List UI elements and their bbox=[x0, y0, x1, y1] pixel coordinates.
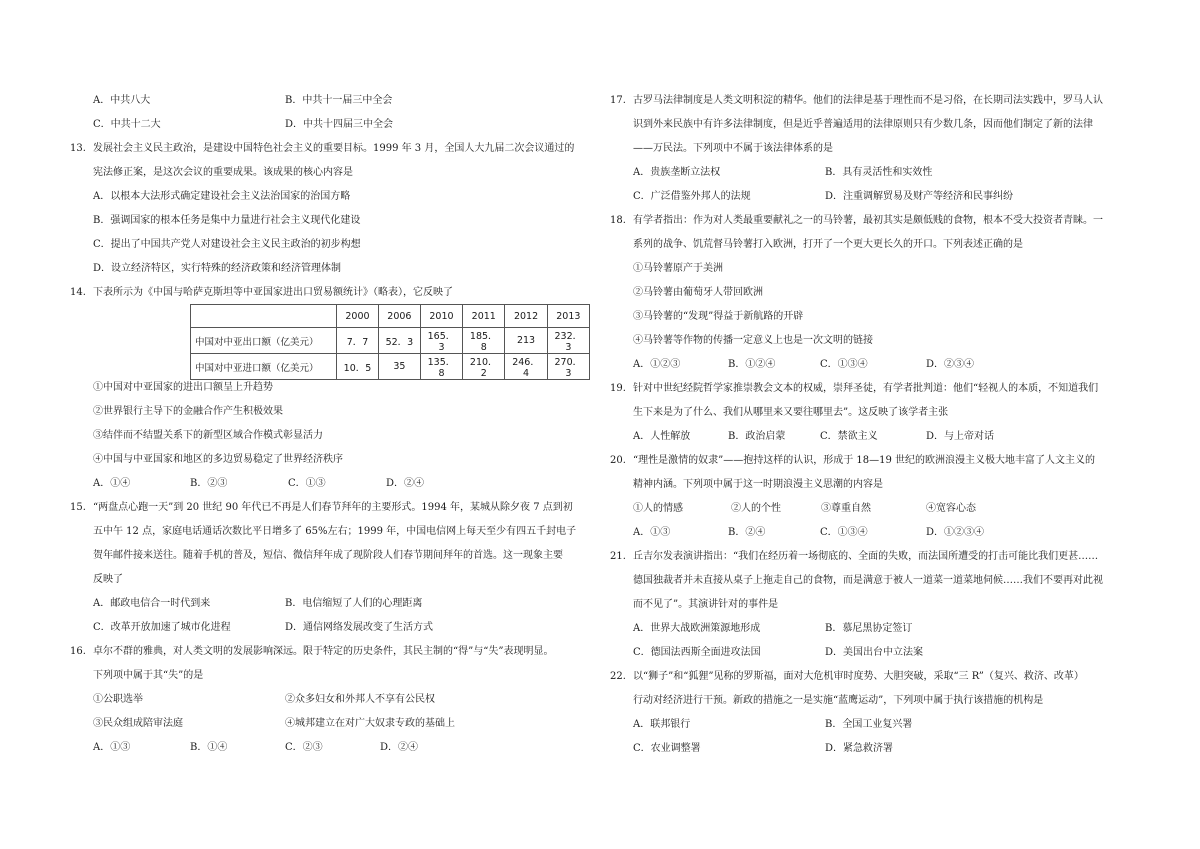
q15-stem-line-4: 反映了 bbox=[93, 574, 123, 585]
q21-stem-line-1: 丘吉尔发表演讲指出：“我们在经历着一场彻底的、全面的失败，而法国所遭受的打击可能比我们更甚…… bbox=[633, 551, 1099, 562]
q18-stem-line-2: 系列的战争、饥荒督马铃薯打入欧洲，打开了一个更大更长久的开口。下列表述正确的是 bbox=[633, 239, 1023, 250]
q21-option-a[interactable]: A．世界大战欧洲策源地形成 bbox=[633, 623, 761, 634]
import-value: 270．3 bbox=[547, 354, 589, 380]
import-row bbox=[191, 354, 590, 380]
import-row-label: 中国对中亚进口额（亿美元） bbox=[191, 354, 337, 380]
q18-item-2: ②马铃薯由葡萄牙人带回欧洲 bbox=[633, 287, 763, 298]
q13-option-c[interactable]: C．提出了中国共产党人对建设社会主义民主政治的初步构想 bbox=[93, 239, 361, 250]
q18-number: 18. bbox=[610, 215, 626, 226]
q14-option-a[interactable]: A．①④ bbox=[93, 478, 131, 489]
export-row-label: 中国对中亚出口额（亿美元） bbox=[191, 328, 337, 354]
q21-stem-line-3: 而不见了”。其演讲针对的事件是 bbox=[633, 599, 779, 610]
q20-option-d[interactable]: D．①②③④ bbox=[926, 527, 985, 538]
q13-stem-line-1: 发展社会主义民主政治，是建设中国特色社会主义的重要目标。1999 年 3 月，全国人大九届二次会议通过的 bbox=[93, 143, 575, 154]
import-value: 10．5 bbox=[337, 354, 379, 380]
q22-option-d[interactable]: D．紧急救济署 bbox=[825, 743, 894, 754]
q15-option-c[interactable]: C．改革开放加速了城市化进程 bbox=[93, 622, 231, 633]
q16-stem-line-2: 下列项中属于其“失”的是 bbox=[93, 670, 204, 681]
q13-option-d[interactable]: D．设立经济特区，实行特殊的经济政策和经济管理体制 bbox=[93, 263, 342, 274]
q19-option-b[interactable]: B．政治启蒙 bbox=[728, 431, 786, 442]
q18-item-1: ①马铃薯原产于美洲 bbox=[633, 263, 723, 274]
q20-number: 20. bbox=[610, 455, 626, 466]
export-value: 232．3 bbox=[547, 328, 589, 354]
export-value: 213 bbox=[505, 328, 547, 354]
q22-stem-line-2: 行动对经济进行干预。新政的措施之一是实施“蓝鹰运动”，下列项中属于执行该措施的机构是 bbox=[633, 695, 1044, 706]
q17-option-b[interactable]: B．具有灵活性和实效性 bbox=[825, 167, 933, 178]
year-cell: 2010 bbox=[420, 305, 462, 328]
trade-table-corner bbox=[191, 305, 337, 328]
q14-item-3: ③结伴而不结盟关系下的新型区域合作模式彰显活力 bbox=[93, 430, 323, 441]
q16-option-d[interactable]: D．②④ bbox=[380, 742, 419, 753]
q21-option-d[interactable]: D．美国出台中立法案 bbox=[825, 647, 924, 658]
q16-number: 16. bbox=[70, 646, 86, 657]
export-value: 185．8 bbox=[463, 328, 505, 354]
q12-option-c[interactable]: C．中共十二大 bbox=[93, 119, 161, 130]
trade-table bbox=[190, 304, 590, 380]
year-cell: 2011 bbox=[463, 305, 505, 328]
q14-stem: 下表所示为《中国与哈萨克斯坦等中亚国家进出口贸易额统计》（略表），它反映了 bbox=[93, 287, 453, 298]
q14-option-d[interactable]: D．②④ bbox=[386, 478, 425, 489]
q14-option-c[interactable]: C．①③ bbox=[288, 478, 326, 489]
q17-option-a[interactable]: A．贵族垄断立法权 bbox=[633, 167, 721, 178]
import-value: 210．2 bbox=[463, 354, 505, 380]
q18-stem-line-1: 有学者指出：作为对人类最重要献礼之一的马铃薯，最初其实是颇低贱的食物，根本不受大投资者青睐。一 bbox=[633, 215, 1103, 226]
import-value: 246．4 bbox=[505, 354, 547, 380]
q20-item-1: ①人的情感 bbox=[633, 503, 683, 514]
q22-option-a[interactable]: A．联邦银行 bbox=[633, 719, 691, 730]
trade-table-header-row bbox=[191, 305, 590, 328]
export-value: 7．7 bbox=[337, 328, 379, 354]
q17-stem-line-2: 识到外来民族中有许多法律制度，但是近乎普遍适用的法律原则只有少数几条，因而他们制定了新的法律 bbox=[633, 119, 1093, 130]
q15-option-d[interactable]: D．通信网络发展改变了生活方式 bbox=[285, 622, 434, 633]
q18-option-a[interactable]: A．①②③ bbox=[633, 359, 681, 370]
import-value: 35 bbox=[378, 354, 420, 380]
q21-number: 21. bbox=[610, 551, 626, 562]
q16-item-1: ①公职选举 bbox=[93, 694, 143, 705]
q19-stem-line-2: 生下来是为了什么、我们从哪里来又要往哪里去”。这反映了该学者主张 bbox=[633, 407, 949, 418]
q18-item-3: ③马铃薯的“发现”得益于新航路的开辟 bbox=[633, 311, 804, 322]
q17-stem-line-1: 古罗马法律制度是人类文明积淀的精华。他们的法律是基于理性而不是习俗，在长期司法实践中，罗马人认 bbox=[633, 95, 1103, 106]
q19-option-c[interactable]: C．禁欲主义 bbox=[820, 431, 878, 442]
q17-number: 17. bbox=[610, 95, 626, 106]
q17-option-c[interactable]: C．广泛借鉴外邦人的法规 bbox=[633, 191, 751, 202]
year-cell: 2012 bbox=[505, 305, 547, 328]
year-cell: 2013 bbox=[547, 305, 589, 328]
q16-item-4: ④城邦建立在对广大奴隶专政的基础上 bbox=[285, 718, 455, 729]
q15-stem-line-3: 贺年邮件接来送往。随着手机的普及，短信、微信拜年成了现阶段人们春节期间拜年的首选。这一现象主要 bbox=[93, 550, 563, 561]
q13-number: 13. bbox=[70, 143, 86, 154]
q14-item-4: ④中国与中亚国家和地区的多边贸易稳定了世界经济秩序 bbox=[93, 454, 343, 465]
q15-number: 15. bbox=[70, 502, 86, 513]
year-cell: 2000 bbox=[337, 305, 379, 328]
q19-option-d[interactable]: D．与上帝对话 bbox=[926, 431, 995, 442]
q19-number: 19. bbox=[610, 383, 626, 394]
q18-item-4: ④马铃薯等作物的传播一定意义上也是一次文明的链接 bbox=[633, 335, 873, 346]
q20-option-c[interactable]: C．①③④ bbox=[820, 527, 868, 538]
q15-option-b[interactable]: B．电信缩短了人们的心理距离 bbox=[285, 598, 423, 609]
q20-item-4: ④宽容心态 bbox=[926, 503, 976, 514]
q16-item-3: ③民众组成陪审法庭 bbox=[93, 718, 183, 729]
q18-option-b[interactable]: B．①②④ bbox=[728, 359, 776, 370]
q21-stem-line-2: 德国独裁者并未直接从桌子上拖走自己的食物，而是满意于被人一道菜一道菜地伺候……我们不要再对此视 bbox=[633, 575, 1103, 586]
q15-stem-line-2: 五中午 12 点，家庭电话通话次数比平日增多了 65%左右；1999 年，中国电信网上每天至少有四五千封电子 bbox=[93, 526, 577, 537]
q14-option-b[interactable]: B．②③ bbox=[190, 478, 228, 489]
q19-option-a[interactable]: A．人性解放 bbox=[633, 431, 691, 442]
q20-item-2: ②人的个性 bbox=[731, 503, 781, 514]
q18-option-c[interactable]: C．①③④ bbox=[820, 359, 868, 370]
q17-stem-line-3: ——万民法。下列项中不属于该法律体系的是 bbox=[633, 143, 833, 154]
q12-option-d[interactable]: D．中共十四届三中全会 bbox=[285, 119, 394, 130]
export-value: 165．3 bbox=[420, 328, 462, 354]
q12-option-a[interactable]: A．中共八大 bbox=[93, 95, 151, 106]
q12-option-b[interactable]: B．中共十一届三中全会 bbox=[285, 95, 393, 106]
q20-item-3: ③尊重自然 bbox=[821, 503, 871, 514]
q20-option-a[interactable]: A．①③ bbox=[633, 527, 671, 538]
year-cell: 2006 bbox=[378, 305, 420, 328]
q14-item-1: ①中国对中亚国家的进出口额呈上升趋势 bbox=[93, 382, 273, 393]
q16-stem-line-1: 卓尔不群的雅典，对人类文明的发展影响深远。限于特定的历史条件，其民主制的“得”与“失”表现明显。 bbox=[93, 646, 554, 657]
q22-number: 22. bbox=[610, 671, 626, 682]
q20-stem-line-1: “理性是激情的奴隶”——抱持这样的认识，形成于 18—19 世纪的欧洲浪漫主义极大地丰富了人文主义的 bbox=[633, 455, 1096, 466]
export-row bbox=[191, 328, 590, 354]
export-value: 52．3 bbox=[378, 328, 420, 354]
q13-stem-line-2: 宪法修正案，是这次会议的重要成果。该成果的核心内容是 bbox=[93, 167, 353, 178]
import-value: 135．8 bbox=[420, 354, 462, 380]
q15-option-a[interactable]: A．邮政电信合一时代到来 bbox=[93, 598, 211, 609]
q16-item-2: ②众多妇女和外邦人不享有公民权 bbox=[285, 694, 435, 705]
q22-option-b[interactable]: B．全国工业复兴署 bbox=[825, 719, 913, 730]
q21-option-b[interactable]: B．慕尼黑协定签订 bbox=[825, 623, 913, 634]
q19-stem-line-1: 针对中世纪经院哲学家推崇教会文本的权威，崇拜圣徒，有学者批判道：他们“轻视人的本质，不知道我们 bbox=[633, 383, 1099, 394]
q22-stem-line-1: 以“狮子”和“狐狸”见称的罗斯福，面对大危机审时度势、大胆突破，采取“三 R”（复兴、救济、改革） bbox=[633, 671, 1084, 682]
q18-option-d[interactable]: D．②③④ bbox=[926, 359, 975, 370]
q21-option-c[interactable]: C．德国法西斯全面进攻法国 bbox=[633, 647, 761, 658]
q17-option-d[interactable]: D．注重调解贸易及财产等经济和民事纠纷 bbox=[825, 191, 1014, 202]
q16-option-b[interactable]: B．①④ bbox=[190, 742, 228, 753]
q13-option-a[interactable]: A．以根本大法形式确定建设社会主义法治国家的治国方略 bbox=[93, 191, 351, 202]
q13-option-b[interactable]: B．强调国家的根本任务是集中力量进行社会主义现代化建设 bbox=[93, 215, 361, 226]
q22-option-c[interactable]: C．农业调整署 bbox=[633, 743, 701, 754]
q14-item-2: ②世界银行主导下的金融合作产生积极效果 bbox=[93, 406, 283, 417]
q20-stem-line-2: 精神内涵。下列项中属于这一时期浪漫主义思潮的内容是 bbox=[633, 479, 883, 490]
q15-stem-line-1: “两盘点心跑一天”到 20 世纪 90 年代已不再是人们春节拜年的主要形式。1994 年，某城从除夕夜 7 点到初 bbox=[93, 502, 573, 513]
q20-option-b[interactable]: B．②④ bbox=[728, 527, 766, 538]
q16-option-a[interactable]: A．①③ bbox=[93, 742, 131, 753]
q16-option-c[interactable]: C．②③ bbox=[285, 742, 323, 753]
q14-number: 14. bbox=[70, 287, 86, 298]
